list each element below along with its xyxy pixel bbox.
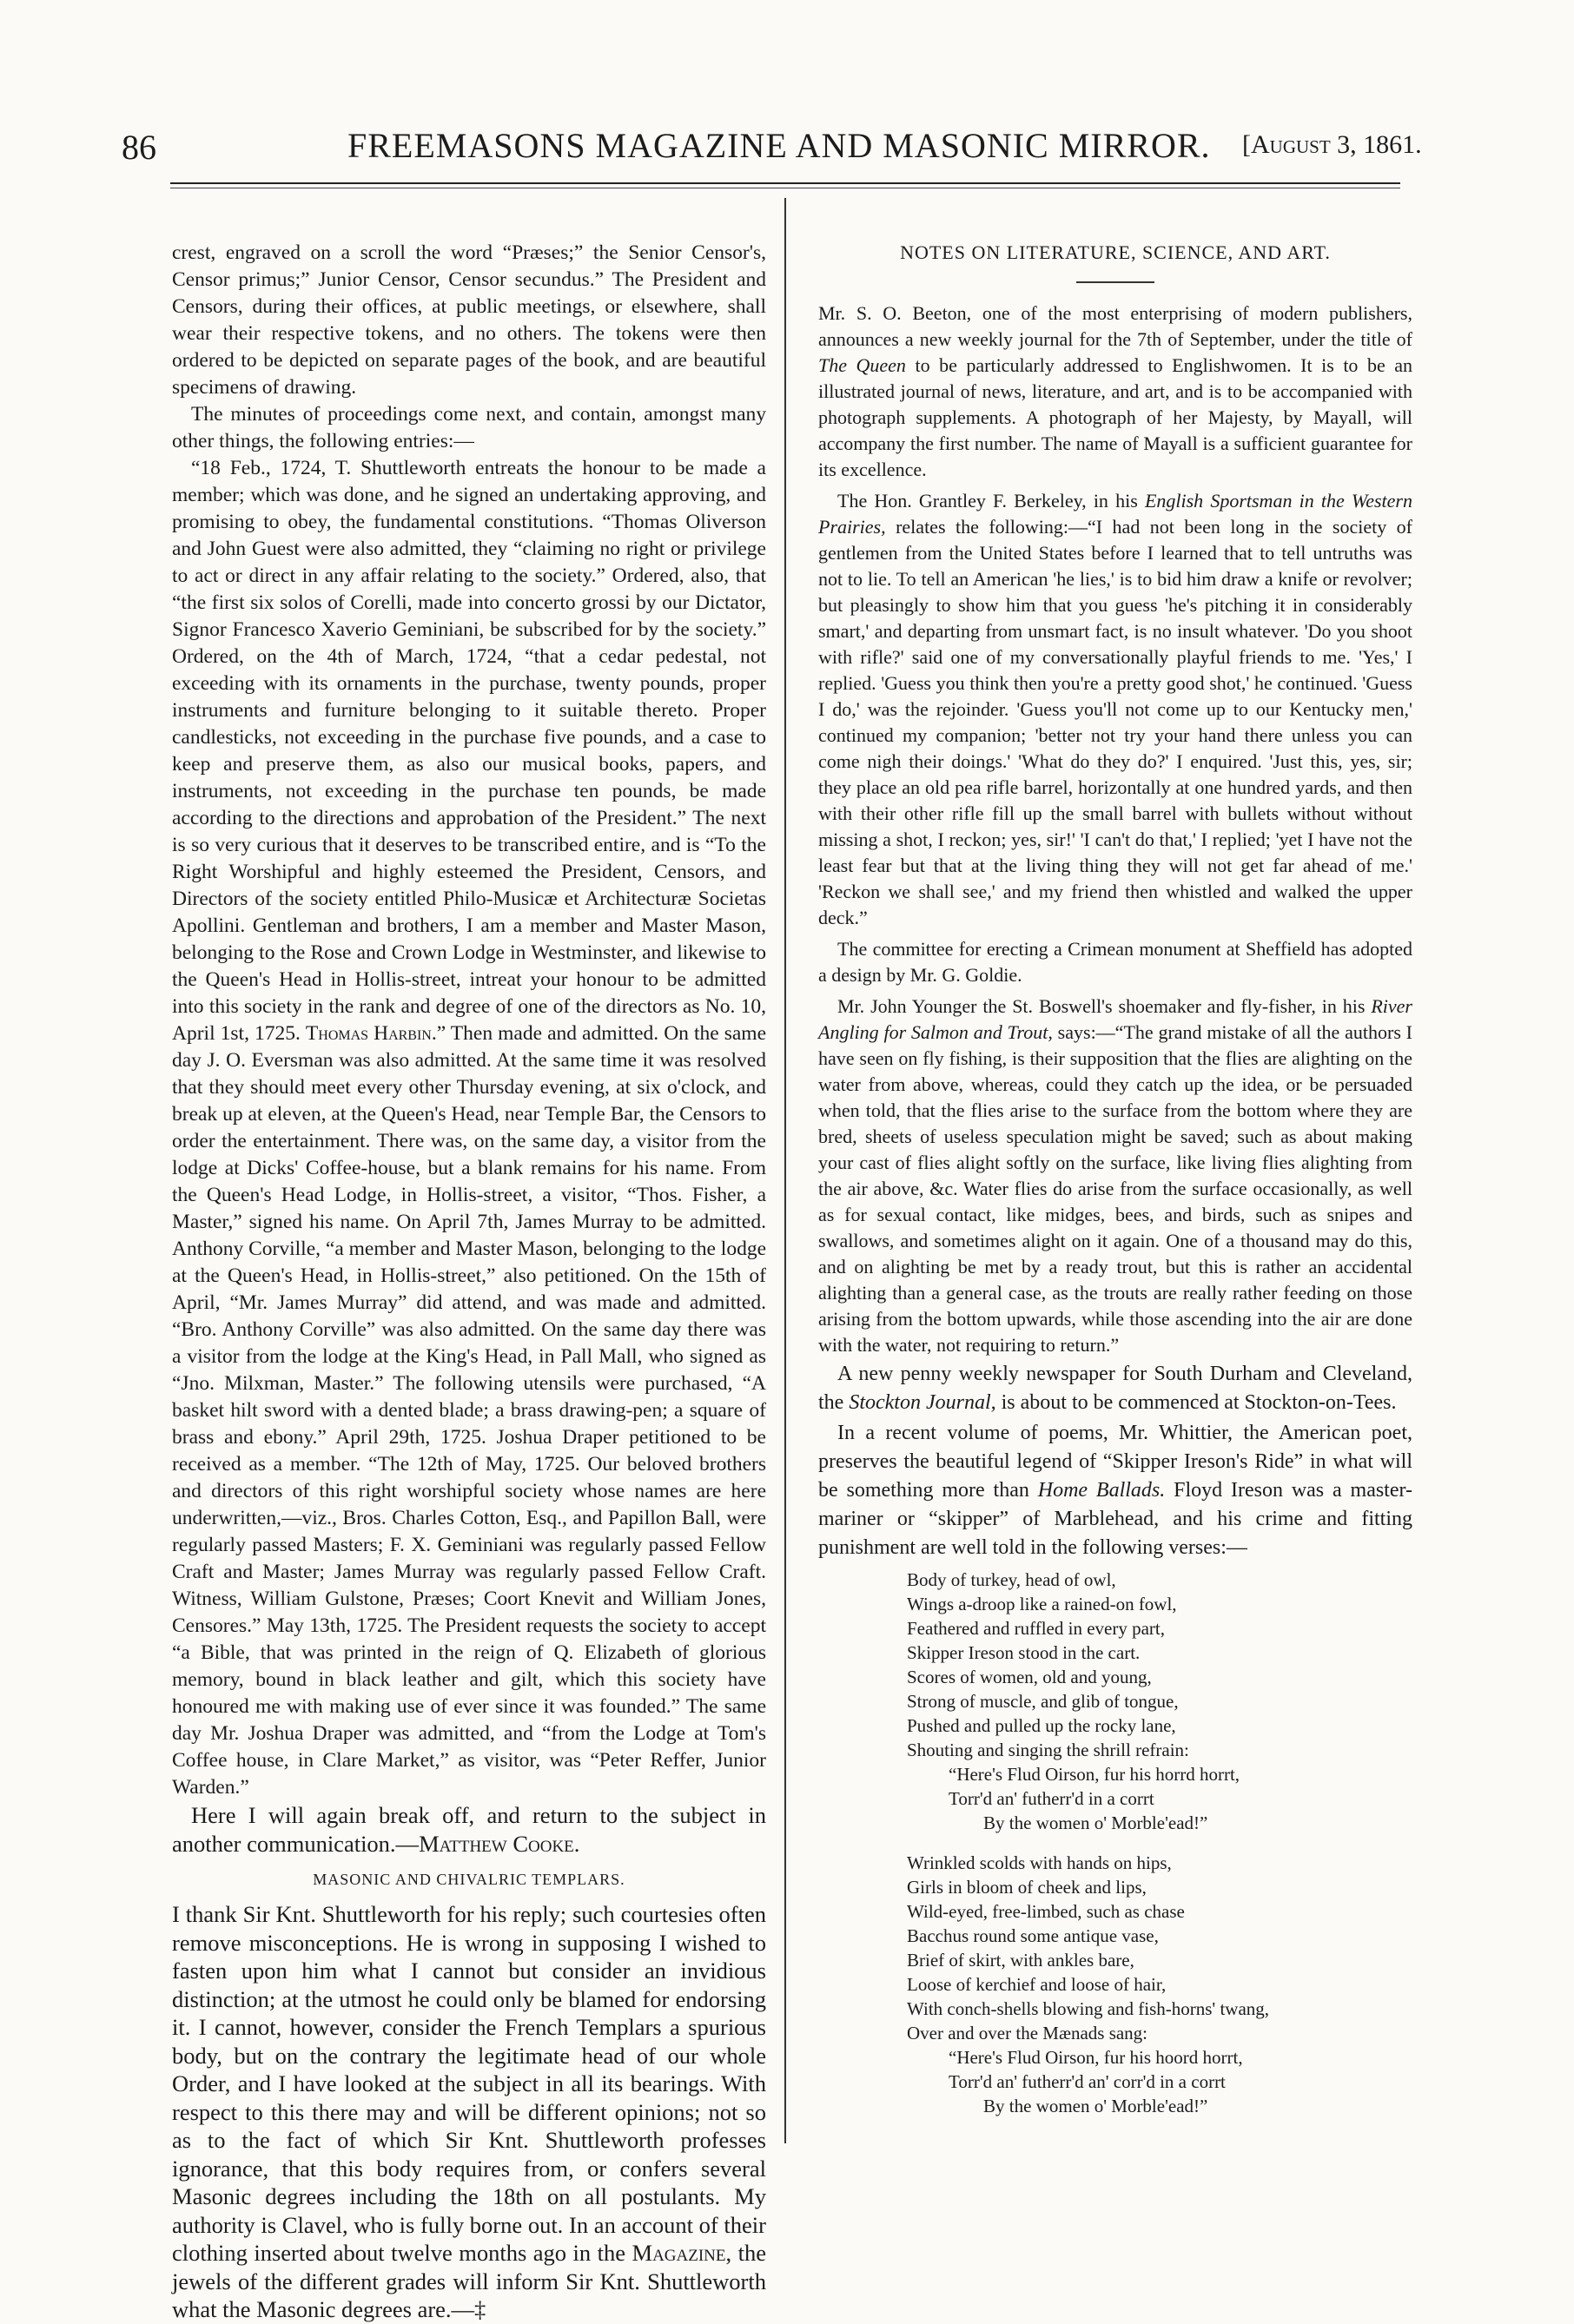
- issue-date: [August 3, 1861.: [1242, 130, 1422, 159]
- berkeley-text: The Hon. Grantley F. Berkeley, in his: [837, 490, 1145, 512]
- younger-text: Mr. John Younger the St. Boswell's shoemaker and fly-fisher, in his: [837, 995, 1372, 1017]
- poem-line: Bacchus round some antique vase,: [907, 1925, 1159, 1946]
- header-rule: [170, 182, 1400, 184]
- poem-line: Girls in bloom of cheek and lips,: [907, 1877, 1147, 1898]
- refrain-line: “Here's Flud Oirson, fur his hoord horrt,: [949, 2047, 1243, 2068]
- berkeley-text-continued: relates the following:—“I had not been long in the society of gentlemen from the United States before I learned that to tell untruths was not to lie. To tell an American 'he lies,' is to bid him draw a knife or revolver; but pleasingly to show him that you guess 'he's pitching it in considerably smart,' and departing from unsmart fact, is no insult whatever. 'Do you shoot with rifle?' said one of my conversationally playful friends to me. 'Yes,' I replied. 'Guess you think then you're a pretty good shot,' he continued. 'Guess I do,' was the rejoinder. 'Guess you'll not come up to our Kentucky men,' continued my companion; 'better not try your hand there unless you can come nigh their doings.' 'What do they do?' I enquired. 'Just this, yes, sir; they place an old pea rifle barrel, horizontally at one hundred yards, and then with their other rifle fill up the small barrel with bullets without without missing a shot, I reckon; yes, sir!' 'I can't do that,' I replied; 'yet I have not the least fear but that at the living thing they will not get far ahead of me.' 'Reckon we shall see,' and my friend then whistled and walked the upper deck.”: [818, 516, 1412, 928]
- closing-text: Here I will again break off, and return to the subject in another communication.—: [172, 1802, 766, 1857]
- poem-line: Pushed and pulled up the rocky lane,: [907, 1715, 1176, 1736]
- poem-line: Wrinkled scolds with hands on hips,: [907, 1852, 1172, 1873]
- poem-line: Skipper Ireson stood in the cart.: [907, 1642, 1141, 1663]
- paragraph-stockton: [818, 1360, 1412, 1417]
- beeton-text-continued: to be particularly addressed to Englishwomen. It is to be an illustrated journal of news, literature, and art, and is to be accompanied with photograph supplements. A photograph of her Majesty, by Mayall, will accompany the first number. The name of Mayall is a sufficient guarantee for its excellence.: [818, 354, 1412, 480]
- poem-line: Strong of muscle, and glib of tongue,: [907, 1691, 1179, 1712]
- poem-line: Over and over the Mænads sang:: [907, 2023, 1148, 2043]
- paragraph-beeton: [818, 300, 1412, 483]
- page-number: 86: [122, 128, 156, 167]
- stockton-text-continued: is about to be commenced at Stockton-on-Tees.: [995, 1391, 1397, 1414]
- article-title: NOTES ON LITERATURE, SCIENCE, AND ART.: [900, 241, 1331, 263]
- magazine-mention: Magazine,: [632, 2240, 732, 2266]
- refrain-line: Torr'd an' futherr'd in a corrt: [949, 1788, 1154, 1809]
- title-the-queen: The Queen: [818, 354, 906, 376]
- paragraph-minutes-intro: The minutes of proceedings come next, and contain, amongst many other things, the following entries:—: [172, 403, 766, 452]
- title-home-ballads: Home Ballads.: [1037, 1479, 1166, 1502]
- poem-line: Brief of skirt, with ankles bare,: [907, 1950, 1134, 1971]
- refrain-line: By the women o' Morble'ead!”: [983, 2096, 1208, 2116]
- poem-skipper-ireson: [907, 1568, 1412, 2118]
- paragraph-crimean-monument: The committee for erecting a Crimean monument at Sheffield has adopted a design by Mr. G. Goldie.: [818, 938, 1412, 986]
- paragraph-templars: [172, 1900, 766, 2324]
- minutes-text: “18 Feb., 1724, T. Shuttleworth entreats the honour to be made a member; which was done, and he signed an undertaking approving, and promising to obey, the fundamental constitutions. “Thomas Oliverson and John Guest were also admitted, they “claiming no right or privilege to act or direct in any affair relating to the society.” Ordered, also, that “the first six solos of Corelli, made into concerto grossi by our Dictator, Signor Francesco Xaverio Geminiani, be subscribed for by the society.” Ordered, on the 4th of March, 1724, “that a cedar pedestal, not exceeding with its ornaments in the purchase, twenty pounds, proper instruments and furniture belonging to it suitable thereto. Proper candlesticks, not exceeding in the purchase five pounds, and a case to keep and preserve them, as also our musical books, papers, and instruments, not exceeding in the purchase ten pounds, be made according to the directions and approbation of the President.” The next is so very curious that it deserves to be transcribed entire, and is “To the Right Worshipful and highly esteemed the President, Censors, and Directors of the society entitled Philo-Musicæ et Architecturæ Societas Apollini. Gentleman and brothers, I am a member and Master Mason, belonging to the Rose and Crown Lodge in Westminster, and likewise to the Queen's Head in Hollis-street, intreat your honour to be admitted into this society in the rank and degree of one of the directors as No. 10, April 1st, 1725.: [172, 457, 766, 1045]
- paragraph-whittier: [818, 1419, 1412, 1562]
- poem-line: With conch-shells blowing and fish-horns' twang,: [907, 1998, 1270, 2019]
- title-stockton-journal: Stockton Journal,: [849, 1391, 996, 1414]
- minutes-text-continued: ” Then made and admitted. On the same day J. O. Eversman was also admitted. At the same time it was resolved that they should meet every other Thursday evening, at six o'clock, and break up at eleven, at the Queen's Head, near Temple Bar, the Censors to order the entertainment. There was, on the same day, a visitor from the lodge at Dicks' Coffee-house, but a blank remains for his name. From the Queen's Head Lodge, in Hollis-street, a visitor, “Thos. Fisher, a Master,” signed his name. On April 7th, James Murray to be admitted. Anthony Corville, “a member and Master Mason, belonging to the lodge at the Queen's Head, in Hollis-street,” also petitioned. On the 15th of April, “Mr. James Murray” did attend, and was made and admitted. “Bro. Anthony Corville” was also admitted. On the same day there was a visitor from the lodge at the King's Head, in Pall Mall, who signed as “Jno. Milxman, Master.” The following utensils were purchased, “A basket hilt sword with a dented blade; a brass drawing-pen; a square of brass and ebony.” April 29th, 1725. Joshua Draper petitioned to be received as a member. “The 12th of May, 1725. Our beloved brothers and directors of this right worshipful society whose names are here underwritten,—viz., Bros. Charles Cotton, Esq., and Papillon Ball, were regularly passed Masters; F. X. Geminiani was regularly passed Fellow Craft and Master; James Murray was regularly passed Fellow Craft. Witness, William Gulstone, Præses; Coort Knevit and William Jones, Censores.” May 13th, 1725. The President requests the society to accept “a Bible, that was printed in the reign of Q. Elizabeth of glorious memory, bound in black leather and gilt, which this society have honoured me with making use of ever since it was founded.” The same day Mr. Joshua Draper was admitted, and “from the Lodge at Tom's Coffee house, in Clare Market,” as visitor, was “Peter Reffer, Junior Warden.”: [172, 1022, 766, 1799]
- stanza-gap: [907, 1835, 1412, 1851]
- whittier-text: In a recent volume of poems, Mr. Whittier, the American poet, preserves the beautiful legend of “Skipper Ireson's Ride” in what will be something more than: [818, 1422, 1412, 1502]
- refrain-line: Torr'd an' futherr'd an' corr'd in a corrt: [949, 2071, 1226, 2092]
- stockton-text: A new penny weekly newspaper for South Durham and Cleveland, the: [818, 1363, 1412, 1414]
- refrain-line: “Here's Flud Oirson, fur his horrd horrt,: [949, 1764, 1240, 1785]
- beeton-text: Mr. S. O. Beeton, one of the most enterprising of modern publishers, announces a new weekly journal for the 7th of September, under the title of: [818, 302, 1412, 350]
- paragraph-minutes-entries: [172, 455, 766, 1801]
- poem-line: Shouting and singing the shrill refrain:: [907, 1740, 1189, 1760]
- column-divider: [784, 198, 786, 2143]
- paragraph-closing: [172, 1801, 766, 1858]
- signature-cooke: Matthew Cooke.: [419, 1830, 580, 1857]
- poem-line: Scores of women, old and young,: [907, 1667, 1152, 1687]
- younger-text-continued: says:—“The grand mistake of all the authors I have seen on fly fishing, is their supposition that the flies are alighting on the water from above, whereas, could they catch up the idea, or be persuaded when told, that the flies arise to the surface from the bottom where they are bred, sheets of useless speculation might be saved; such as about making your cast of flies alight softly on the surface, like living flies alighting from the air above, &c. Water flies do arise from the surface occasionally, as well as for sexual contact, like midges, bees, and birds, such as snipes and swallows, and sometimes alight on it again. One of a thousand may do this, and on alighting be met by a ready trout, but this is rather an accidental alighting than a general case, as the trouts are really rather feeding on those arising from the bottom upwards, while those ascending into the air are done with the water, not requiring to return.”: [818, 1021, 1412, 1356]
- poem-line: Wild-eyed, free-limbed, such as chase: [907, 1901, 1185, 1922]
- templars-text-continued: the jewels of the different grades will inform Sir Knt. Shuttleworth what the Masonic degrees are.—‡: [172, 2240, 766, 2322]
- poem-line: Feathered and ruffled in every part,: [907, 1618, 1165, 1639]
- paragraph-crest: crest, engraved on a scroll the word “Præses;” the Senior Censor's, Censor primus;” Junior Censor, Censor secundus.” The President and Censors, during their offices, at public meetings, or elsewhere, shall wear their respective tokens, and no others. The tokens were then ordered to be depicted on separate pages of the book, and are beautiful specimens of drawing.: [172, 241, 766, 399]
- section-title-templars: MASONIC AND CHIVALRIC TEMPLARS.: [313, 1871, 625, 1888]
- poem-line: Loose of kerchief and loose of hair,: [907, 1974, 1167, 1995]
- paragraph-younger: [818, 994, 1412, 1358]
- right-column: [818, 240, 1412, 2118]
- magazine-title: FREEMASONS MAGAZINE AND MASONIC MIRROR.: [347, 126, 1211, 165]
- paragraph-berkeley: [818, 488, 1412, 931]
- refrain-line: By the women o' Morble'ead!”: [983, 1812, 1208, 1833]
- title-english-sportsman: English Sportsman in the Western Prairies,: [818, 490, 1412, 538]
- poem-line: Wings a-droop like a rained-on fowl,: [907, 1594, 1177, 1614]
- signature-harbin: Thomas Harbin.: [305, 1022, 437, 1045]
- title-rule: [1076, 281, 1154, 283]
- templars-text: I thank Sir Knt. Shuttleworth for his reply; such courtesies often remove misconceptions. He is wrong in supposing I wished to fasten upon him what I cannot but consider an invidious distinction; at the utmost he could only be blamed for endorsing it. I cannot, however, consider the French Templars a spurious body, but on the contrary the legitimate head of our whole Order, and I have looked at the subject in all its bearings. With respect to this there may and will be different opinions; not so as to the fact of which Sir Knt. Shuttleworth professes ignorance, that this body requires from, or confers several Masonic degrees including the 18th on all postulants. My authority is Clavel, who is fully borne out. In an account of their clothing inserted about twelve months ago in the: [172, 1901, 766, 2266]
- left-column: [172, 240, 766, 2324]
- title-river-angling: River Angling for Salmon and Trout,: [818, 995, 1412, 1043]
- poem-line: Body of turkey, head of owl,: [907, 1569, 1116, 1590]
- whittier-text-continued: Floyd Ireson was a master-mariner or “skipper” of Marblehead, and his crime and fitting punishment are well told in the following verses:—: [818, 1479, 1413, 1559]
